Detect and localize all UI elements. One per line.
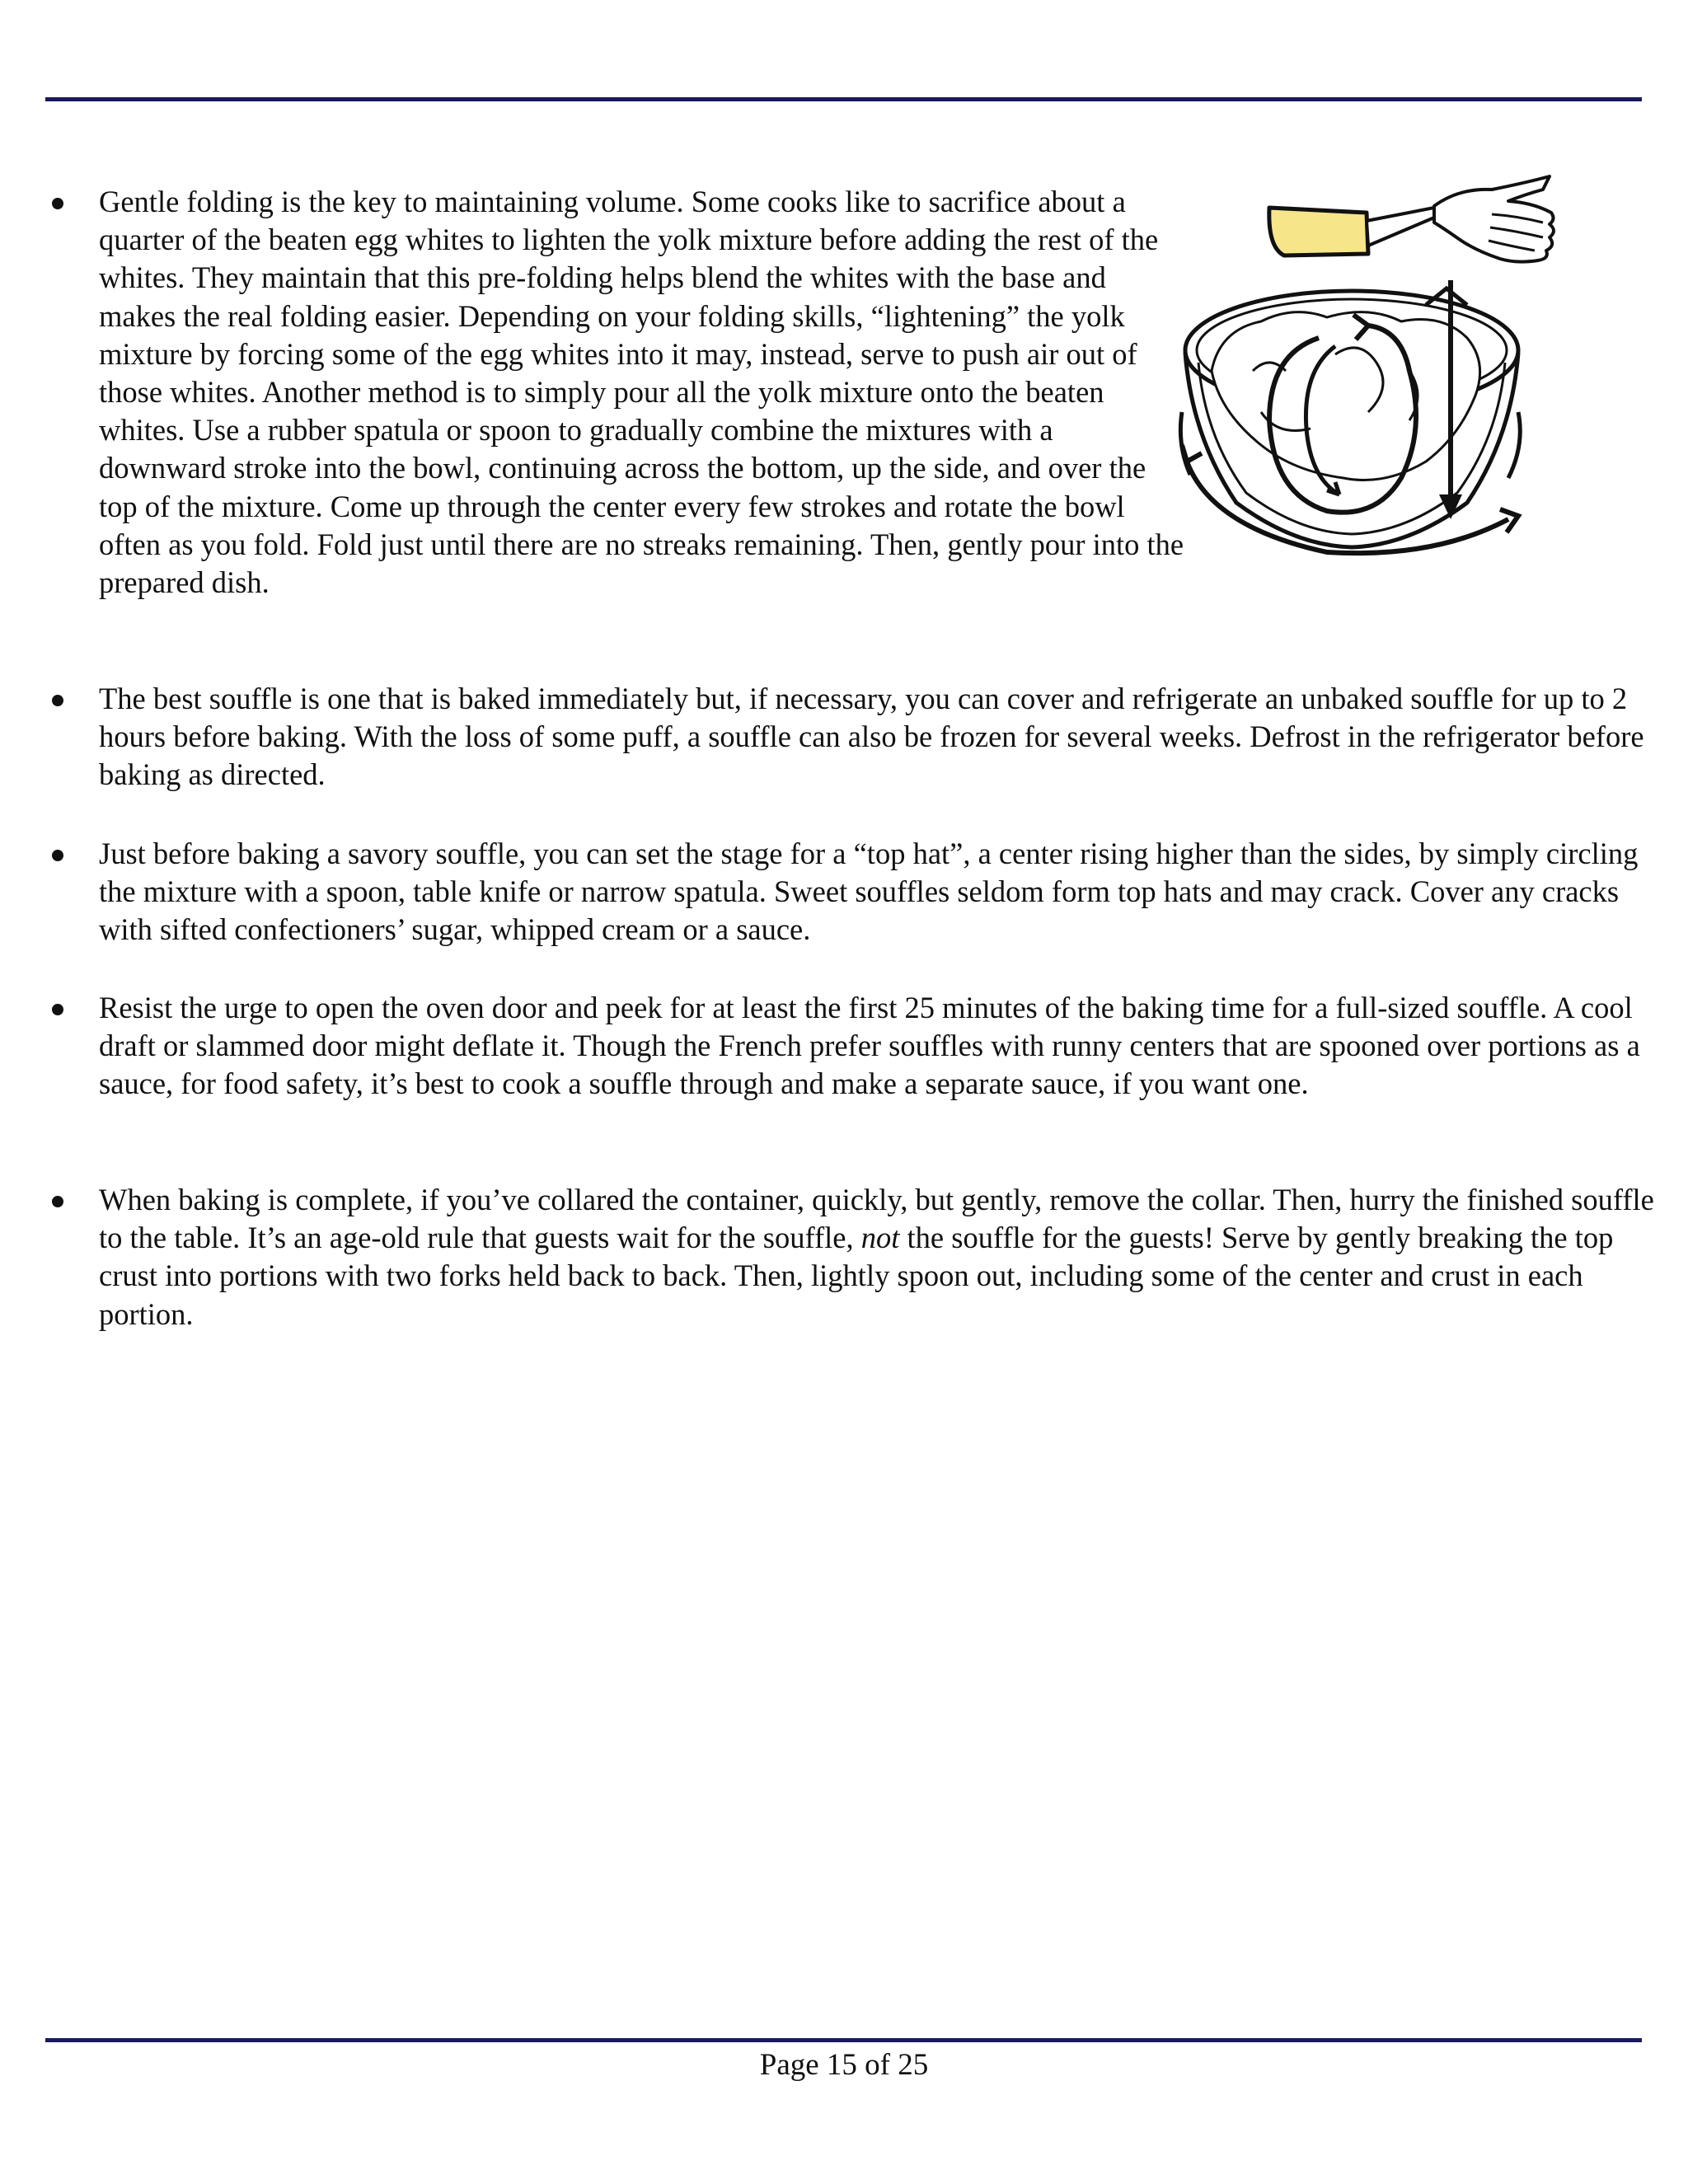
bullet-icon [52, 695, 63, 706]
bullet-text-part: the souffle for the guests! Serve by gently breaking the top crust into portions with two forks held back to back. Then, lightly spoon out, including some of the center and crust in each portion. [99, 1221, 1614, 1331]
page-number: Page 15 of 25 [759, 2048, 929, 2082]
bullet-icon [52, 198, 63, 209]
bullet-text: Resist the urge to open the oven door and peek for at least the first 25 minutes of the baking time for a full-sized souffle. A cool draft or slammed door might deflate it. Though the French prefer souffles with runny centers that are spooned over portions as a sauce, for food safety, it’s best to cook a souffle through and make a separate sauce, if you want one. [99, 991, 1640, 1101]
bullet-text: The best souffle is one that is baked immediately but, if necessary, you can cover and refrigerate an unbaked souffle for up to 2 hours before baking. With the loss of some puff, a souffle can also be frozen for several weeks. Defrost in the refrigerator before baking as directed. [99, 682, 1644, 792]
folding-bowl-spatula-illustration [1162, 165, 1591, 577]
bullet-icon [52, 1196, 63, 1207]
bullet-icon [52, 850, 63, 861]
hand-icon [1434, 176, 1554, 262]
bullet-text: Gentle folding is the key to maintaining volume. Some cooks like to sacrifice about a quarter of the beaten egg whites to lighten the yolk mixture before adding the rest of the whites. They maintain that this pre-folding helps blend the whites with the base and makes the real folding easier. Depending on your folding skills, “lightening” the yolk mixture by forcing some of the egg whites into it may, instead, serve to push air out of those whites. Another method is to simply pour all the yolk mixture onto the beaten whites. Use a rubber spatula or spoon to gradually combine the mixtures with a downward stroke into the bowl, continuing across the bottom, up the side, and over the top of the mixture. Come up through the center every few strokes and rotate the bowl often as you fold. Fold just until there are no streaks remaining. Then, gently pour into the prepared dish. [99, 185, 1184, 600]
bullet-text [99, 1181, 1665, 1333]
bullet-icon [52, 1004, 63, 1015]
bullet-text: Just before baking a savory souffle, you can set the stage for a “top hat”, a center rising higher than the sides, by simply circling the mixture with a spoon, table knife or narrow spatula. Sweet souffles seldom form top hats and may crack. Cover any cracks with sifted confectioners’ sugar, whipped cream or a sauce. [99, 837, 1639, 947]
header-rule [45, 97, 1642, 101]
spatula-blade-icon [1269, 208, 1368, 255]
footer-rule [45, 2038, 1642, 2042]
bullet-text-emphasis: not [860, 1221, 900, 1255]
bullet-text-part: When baking is complete, if you’ve collared the container, quickly, but gently, remove the collar. Then, hurry the finished souffle to the table. It’s an age-old rule that guests wait for the souffle, [99, 1183, 1654, 1255]
